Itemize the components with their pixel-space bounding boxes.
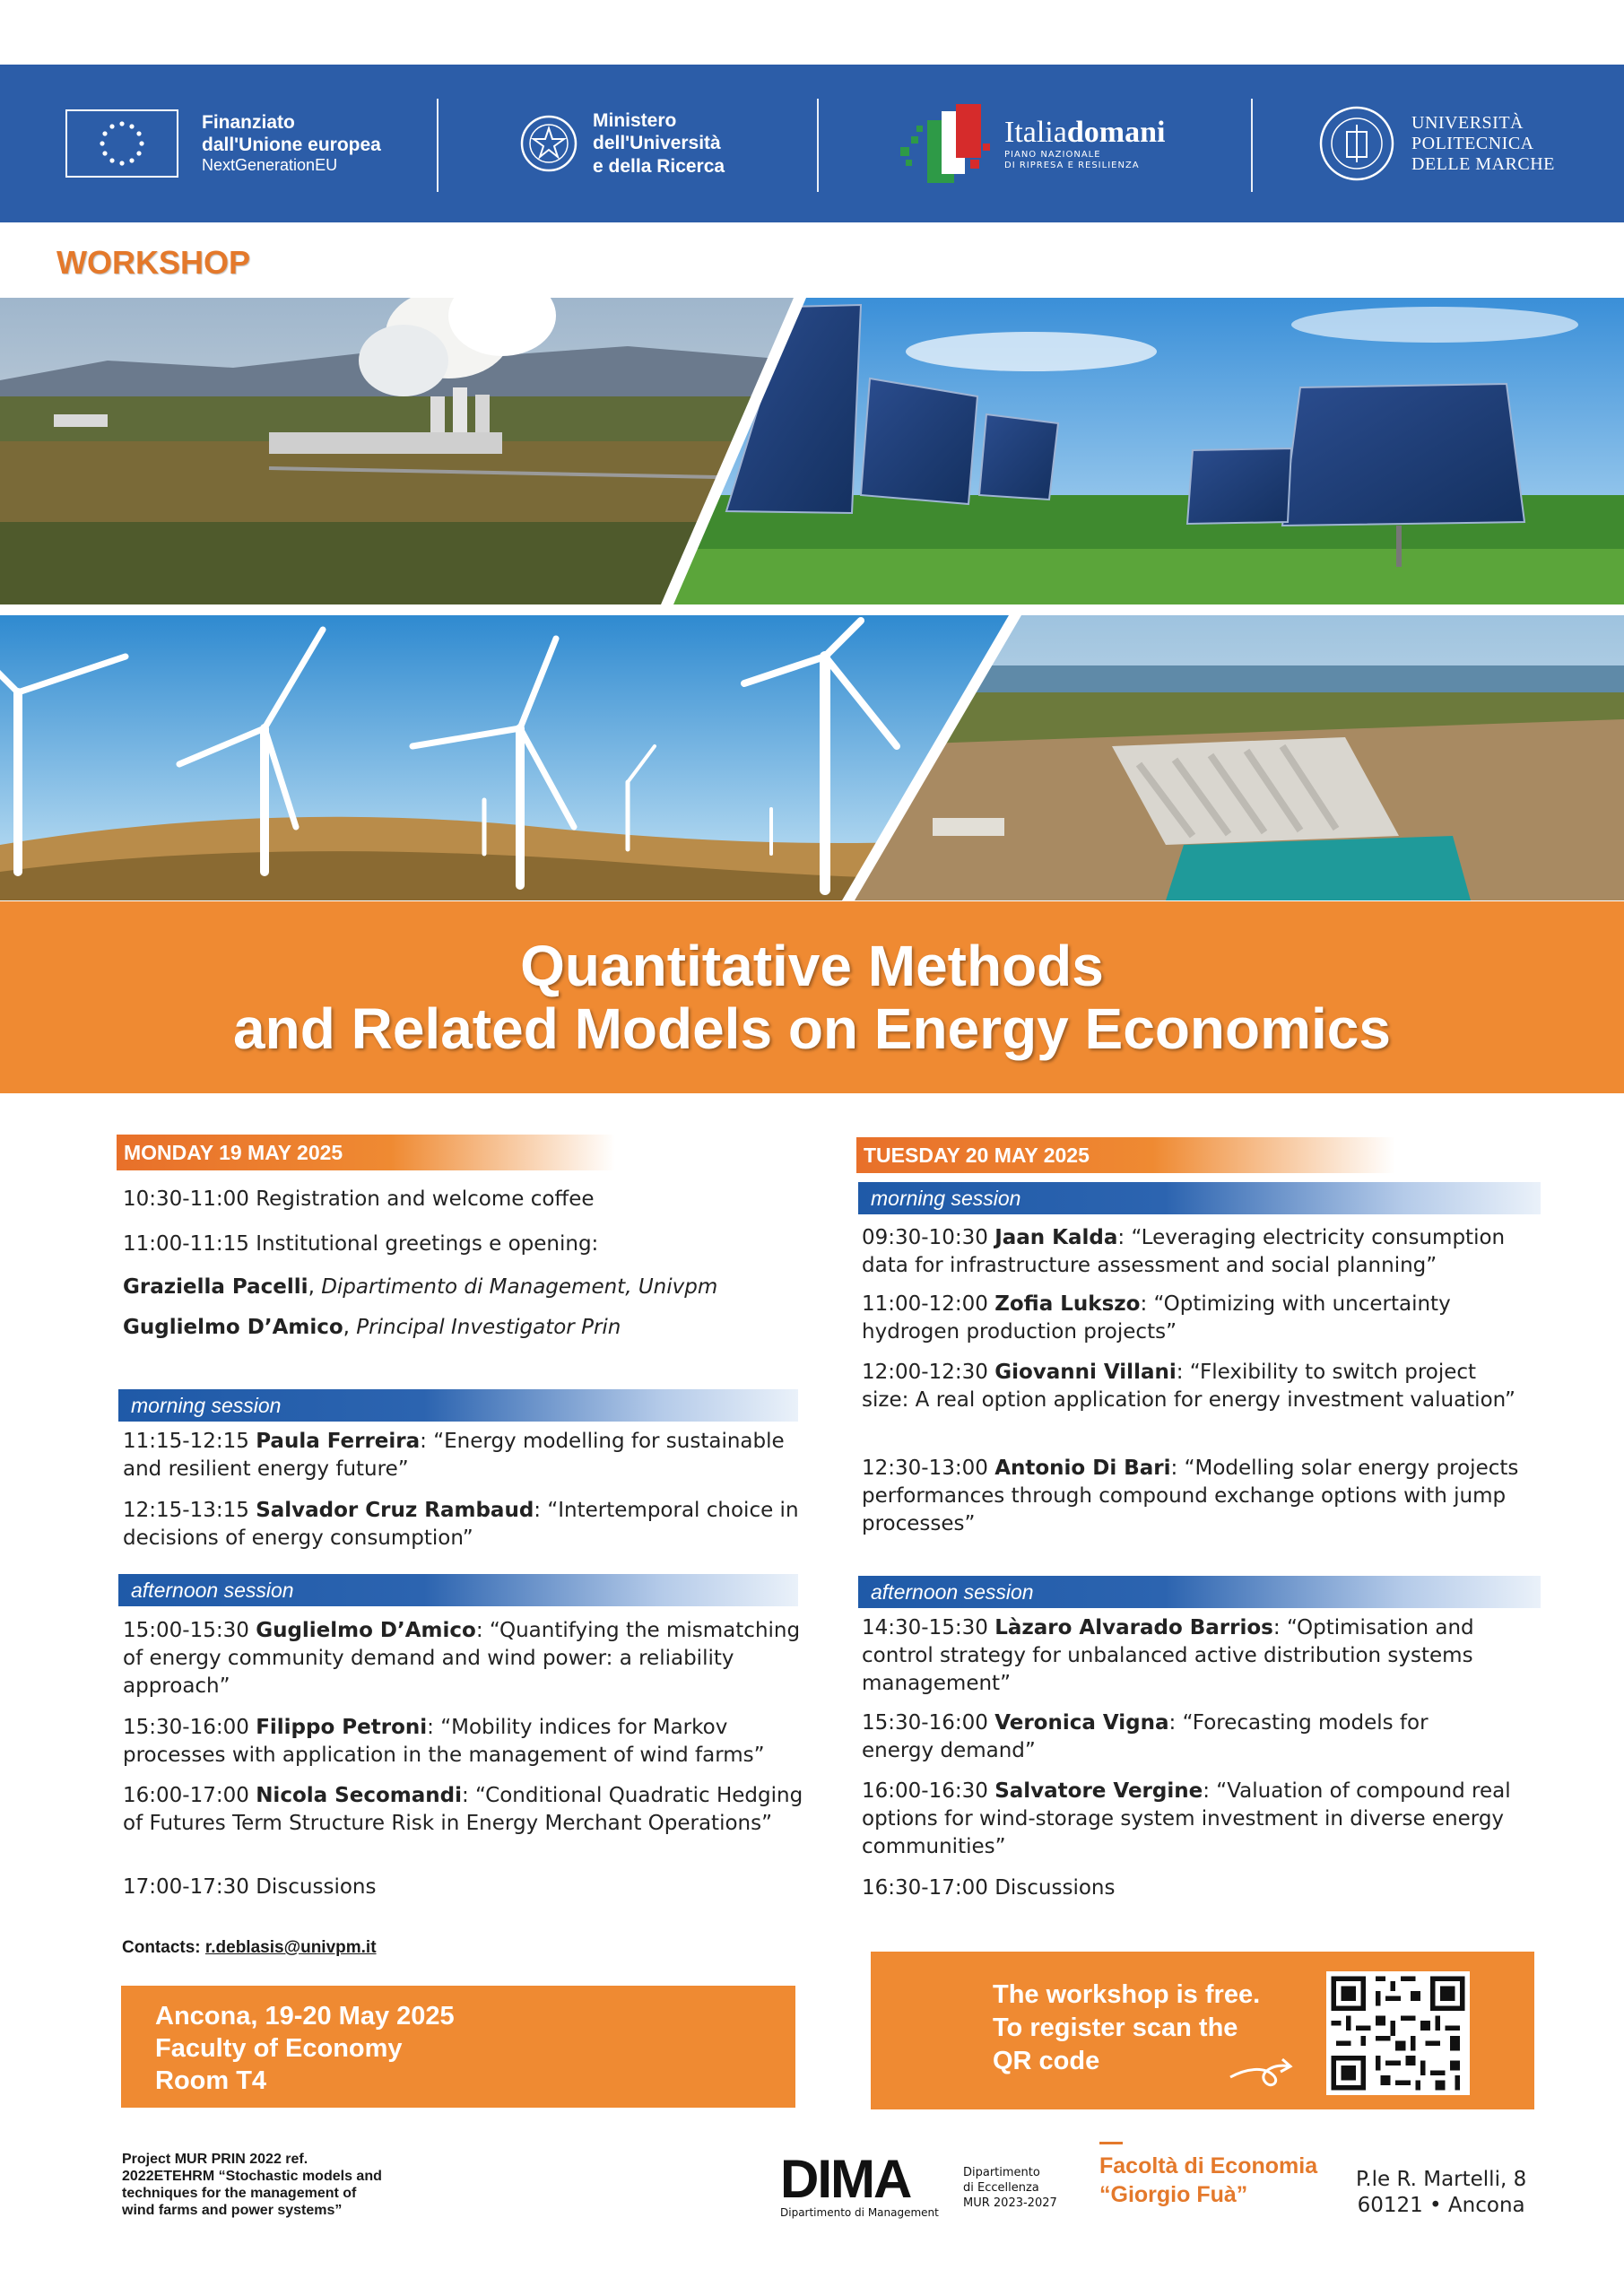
- italiadomani-sub1: PIANO NAZIONALE: [1004, 150, 1101, 160]
- talk-speaker: Làzaro Alvarado Barrios: [994, 1616, 1273, 1639]
- univpm-line1: UNIVERSITÀ: [1411, 112, 1524, 133]
- italiadomani-mark-icon: [897, 100, 997, 187]
- wind-turbines-photo: [0, 615, 1015, 900]
- facolta-line1: Facoltà di Economia: [1099, 2153, 1318, 2179]
- eu-funding-logo: [65, 65, 381, 222]
- eu-line3: NextGenerationEU: [202, 156, 338, 175]
- title-band: [0, 901, 1624, 1093]
- talk-title: “Conditional Quadratic Hedging of Futures Term Structure Risk in Energy Merchant Operations”: [123, 1784, 803, 1835]
- address: [1356, 2167, 1526, 2219]
- talk-speaker: Salvatore Vergine: [994, 1779, 1203, 1803]
- talk-time: 12:00-12:30: [862, 1361, 988, 1384]
- monday-morning-session-label: morning session: [118, 1389, 798, 1422]
- contacts: [122, 1938, 377, 1958]
- italiadomani-logo: [897, 65, 1165, 222]
- dima-logo: [780, 2149, 1057, 2219]
- talk-speaker: Nicola Secomandi: [256, 1784, 462, 1807]
- talk-time: 15:00-15:30: [123, 1619, 249, 1642]
- talk-speaker: Zofia Lukszo: [994, 1292, 1141, 1316]
- tuesday-afternoon-session-label: afternoon session: [858, 1576, 1541, 1608]
- title-line-2: and Related Models on Energy Economics: [233, 996, 1391, 1061]
- program-item: [862, 1874, 1115, 1902]
- talk-title: “Energy modelling for sustainable and resilient energy future”: [123, 1430, 785, 1481]
- title-line-1: Quantitative Methods: [520, 934, 1104, 998]
- italia-word: Italia: [1004, 116, 1067, 149]
- talk-item: 16:00-16:30 Salvatore Vergine: “Valuation of compound real options for wind-storage system investment in diverse energy communities”: [862, 1779, 1511, 1858]
- talk-time: 11:15-12:15: [123, 1430, 249, 1453]
- talk-title: “Valuation of compound real options for wind-storage system investment in diverse energy communities”: [862, 1779, 1511, 1858]
- ministero-line2: dell'Università: [593, 133, 721, 154]
- item-text: Discussions: [994, 1876, 1116, 1900]
- registration-line2: To register scan the: [993, 2013, 1238, 2042]
- item-text: Institutional greetings e opening:: [256, 1232, 599, 1256]
- talk-title: “Quantifying the mismatching of energy community demand and wind power: a reliability approach”: [123, 1619, 801, 1698]
- item-time: 17:00-17:30: [123, 1875, 249, 1899]
- talk-speaker: Veronica Vigna: [994, 1711, 1169, 1735]
- greeter: Guglielmo D’Amico, Principal Investigator Prin: [123, 1316, 621, 1339]
- talk-title: “Optimizing with uncertainty hydrogen production projects”: [862, 1292, 1451, 1344]
- talk-speaker: Paula Ferreira: [256, 1430, 421, 1453]
- workshop-label: WORKSHOP: [56, 244, 250, 281]
- domani-word: domani: [1066, 116, 1166, 149]
- talk-title: “Forecasting models for energy demand”: [862, 1711, 1429, 1762]
- greeter-name: Guglielmo D’Amico: [123, 1316, 343, 1339]
- header-divider: [1251, 99, 1253, 192]
- talk-item: 14:30-15:30 Làzaro Alvarado Barrios: “Optimisation and control strategy for unbalanced active distribution systems management”: [862, 1616, 1474, 1695]
- dima-subtitle: Dipartimento di Management: [780, 2206, 939, 2219]
- program-item: [123, 1186, 595, 1213]
- project-line1: Project MUR PRIN 2022 ref.: [122, 2152, 308, 2167]
- univpm-line2: POLITECNICA: [1411, 133, 1534, 153]
- location-box: [121, 1986, 795, 2108]
- geothermal-plant-photo: [0, 298, 800, 604]
- talk-title: “Flexibility to switch project size: A real option application for energy investment valuation”: [862, 1361, 1515, 1412]
- ministero-logo: [517, 65, 725, 222]
- registration-line1: The workshop is free.: [993, 1980, 1261, 2009]
- talk-speaker: Antonio Di Bari: [994, 1457, 1171, 1480]
- university-seal-icon: [1318, 105, 1395, 182]
- address-line2: 60121 • Ancona: [1357, 2194, 1525, 2217]
- dima-right-line3: MUR 2023-2027: [963, 2196, 1057, 2210]
- project-line4: wind farms and power systems”: [122, 2203, 343, 2218]
- header-divider: [437, 99, 439, 192]
- greeter-role: Principal Investigator Prin: [356, 1316, 621, 1339]
- registration-qr-code[interactable]: [1326, 1971, 1470, 2095]
- talk-time: 16:00-17:00: [123, 1784, 249, 1807]
- talk-item: 11:15-12:15 Paula Ferreira: “Energy modelling for sustainable and resilient energy future”: [123, 1430, 785, 1481]
- talk-item: 12:00-12:30 Giovanni Villani: “Flexibility to switch project size: A real option application for energy investment valuation”: [862, 1361, 1515, 1412]
- talk-item: 15:00-15:30 Guglielmo D’Amico: “Quantifying the mismatching of energy community demand and wind power: a reliability approach”: [123, 1619, 801, 1698]
- program-item: [123, 1231, 598, 1258]
- item-time: 11:00-11:15: [123, 1232, 249, 1256]
- talk-item: 15:30-16:00 Veronica Vigna: “Forecasting models for energy demand”: [862, 1711, 1429, 1762]
- italian-emblem-icon: [517, 110, 580, 177]
- talk-title: “Leveraging electricity consumption data for infrastructure assessment and social planning”: [862, 1226, 1506, 1277]
- ministero-line1: Ministero: [593, 110, 677, 132]
- talk-item: 12:30-13:00 Antonio Di Bari: “Modelling solar energy projects performances through compound exchange options with jump processes”: [862, 1457, 1519, 1535]
- tuesday-morning-session-label: morning session: [858, 1182, 1541, 1214]
- talk-time: 14:30-15:30: [862, 1616, 988, 1639]
- facolta-logo: [1099, 2142, 1317, 2209]
- item-time: 16:30-17:00: [862, 1876, 988, 1900]
- location-venue: Faculty of Economy: [155, 2034, 403, 2063]
- eu-line2: dall'Unione europea: [202, 135, 381, 156]
- talk-title: “Intertemporal choice in decisions of energy consumption”: [123, 1499, 799, 1550]
- monday-afternoon-session-label: afternoon session: [118, 1574, 798, 1606]
- energy-photo-collage: [0, 298, 1624, 900]
- talk-speaker: Guglielmo D’Amico: [256, 1619, 476, 1642]
- program-item: [123, 1874, 376, 1901]
- talk-time: 15:30-16:00: [123, 1716, 249, 1739]
- project-line2: 2022ETEHRM “Stochastic models and: [122, 2169, 382, 2184]
- talk-speaker: Giovanni Villani: [994, 1361, 1177, 1384]
- location-date: Ancona, 19-20 May 2025: [155, 2002, 455, 2031]
- greeter-role: Dipartimento di Management, Univpm: [321, 1275, 718, 1299]
- talk-speaker: Salvador Cruz Rambaud: [256, 1499, 534, 1522]
- ministero-line3: e della Ricerca: [593, 155, 725, 177]
- greeter: Graziella Pacelli, Dipartimento di Management, Univpm: [123, 1275, 718, 1299]
- solar-panels-photo: [667, 298, 1624, 604]
- talk-item: 09:30-10:30 Jaan Kalda: “Leveraging electricity consumption data for infrastructure assessment and social planning”: [862, 1226, 1506, 1277]
- talk-item: 12:15-13:15 Salvador Cruz Rambaud: “Intertemporal choice in decisions of energy consumption”: [123, 1499, 799, 1550]
- registration-box: [871, 1952, 1534, 2109]
- contact-email-link[interactable]: r.deblasis@univpm.it: [204, 1938, 377, 1957]
- greeter-name: Graziella Pacelli: [123, 1275, 308, 1299]
- talk-time: 12:30-13:00: [862, 1457, 988, 1480]
- talk-time: 12:15-13:15: [123, 1499, 249, 1522]
- italiadomani-sub2: DI RIPRESA E RESILIENZA: [1004, 161, 1140, 170]
- talk-time: 09:30-10:30: [862, 1226, 988, 1249]
- dima-right-line2: di Eccellenza: [963, 2181, 1039, 2195]
- tuesday-header: TUESDAY 20 MAY 2025: [856, 1137, 1395, 1173]
- project-reference: [122, 2151, 463, 2219]
- curved-arrow-icon: [1229, 2050, 1293, 2092]
- registration-line3: QR code: [993, 2047, 1100, 2075]
- facolta-bar: [1099, 2142, 1123, 2144]
- talk-speaker: Filippo Petroni: [256, 1716, 428, 1739]
- item-text: Registration and welcome coffee: [256, 1187, 595, 1211]
- dima-right-line1: Dipartimento: [963, 2166, 1040, 2179]
- talk-time: 11:00-12:00: [862, 1292, 988, 1316]
- dima-wordmark: DIMA: [780, 2149, 911, 2209]
- univpm-logo: [1318, 65, 1555, 222]
- header-divider: [817, 99, 819, 192]
- talk-item: 11:00-12:00 Zofia Lukszo: “Optimizing with uncertainty hydrogen production projects”: [862, 1292, 1451, 1344]
- eu-line1: Finanziato: [202, 112, 295, 134]
- talk-title: “Optimisation and control strategy for unbalanced active distribution systems management”: [862, 1616, 1474, 1695]
- talk-speaker: Jaan Kalda: [994, 1226, 1118, 1249]
- item-time: 10:30-11:00: [123, 1187, 249, 1211]
- location-room: Room T4: [155, 2066, 267, 2095]
- monday-header: MONDAY 19 MAY 2025: [117, 1135, 615, 1170]
- item-text: Discussions: [256, 1875, 377, 1899]
- univpm-line3: DELLE MARCHE: [1411, 153, 1555, 174]
- eu-flag-icon: [65, 109, 178, 178]
- project-line3: techniques for the management of: [122, 2186, 357, 2201]
- facolta-line2: “Giorgio Fuà”: [1099, 2182, 1248, 2207]
- talk-title: “Modelling solar energy projects performances through compound exchange options with jump processes”: [862, 1457, 1519, 1535]
- talk-time: 16:00-16:30: [862, 1779, 988, 1803]
- contacts-label: Contacts:: [122, 1938, 201, 1957]
- talk-title: “Mobility indices for Markov processes with application in the management of wind farms”: [123, 1716, 765, 1767]
- talk-item: 16:00-17:00 Nicola Secomandi: “Conditional Quadratic Hedging of Futures Term Structure Risk in Energy Merchant Operations”: [123, 1784, 803, 1835]
- address-line1: P.le R. Martelli, 8: [1356, 2168, 1527, 2191]
- header-logo-band: [0, 65, 1624, 222]
- talk-time: 15:30-16:00: [862, 1711, 988, 1735]
- talk-item: 15:30-16:00 Filippo Petroni: “Mobility indices for Markov processes with application in the management of wind farms”: [123, 1716, 765, 1767]
